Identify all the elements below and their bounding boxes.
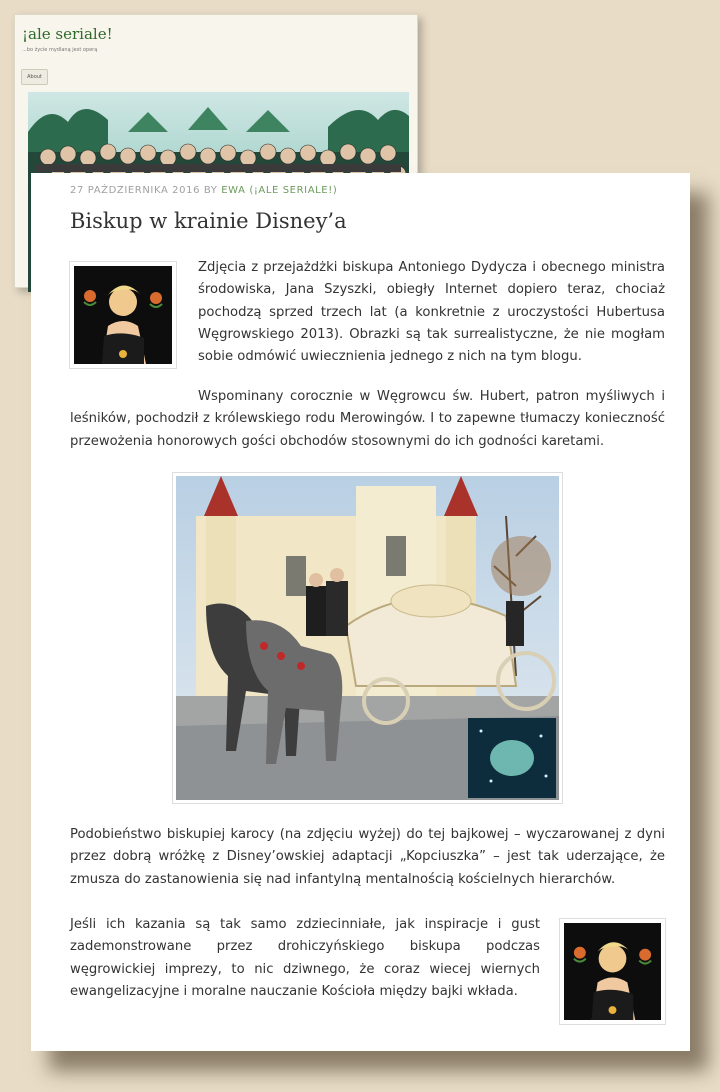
- pinup-thumbnail-bottom[interactable]: [559, 918, 666, 1025]
- paragraph-1: Zdjęcia z przejażdżki biskupa Antoniego Dydycza i obecnego ministra środowiska, Jana Szyszki, obiegły Internet dopiero teraz, chociaż pochodzą sprzed trzech lat (a konkretnie z uroczystości Hubertusa Węgrowskiego 2013). Obrazki są tak surrealistyczne, że nie mogłam sobie odmówić uwiecznienia jednego z nich na tym blogu.: [198, 260, 665, 365]
- post-author-link[interactable]: EWA (¡ALE SERIALE!): [221, 185, 338, 196]
- post-date[interactable]: 27 PAŹDZIERNIKA 2016: [70, 185, 201, 196]
- article-card: [31, 173, 690, 1051]
- pinup-thumbnail-top[interactable]: [69, 261, 177, 369]
- paragraph-2: Wspominany corocznie w Węgrowcu św. Hubert, patron myśliwych i leśników, pochodził z królewskiego rodu Merowingów. I to zapewne tłumaczy konieczność przewożenia honorowych gości obchodów stosownymi do ich godności karetami.: [70, 389, 665, 449]
- blog-title[interactable]: ¡ale seriale!: [22, 25, 113, 43]
- paragraph-4: Jeśli ich kazania są tak samo zdziecinniałe, jak inspiracje i gust zademonstrowane przez drohiczyńskiego biskupa podczas węgrowickiej imprezy, to nic dziwnego, że coraz wiecej wiernych ewangelizacyjne i moralne nauczanie Kościoła między bajki wkłada.: [70, 917, 540, 999]
- blog-tagline: ...bo życie mydlaną jest operą: [22, 47, 98, 53]
- carriage-photo[interactable]: [172, 472, 563, 804]
- post-title[interactable]: Biskup w krainie Disney’a: [70, 209, 347, 233]
- post-meta: [70, 185, 337, 196]
- paragraph-3: Podobieństwo biskupiej karocy (na zdjęciu wyżej) do tej bajkowej – wyczarowanej z dyni przez dobrą wróżkę z Disney’owskiej adaptacji „Kopciuszka” – jest tak uderzające, że zmusza do zastanowienia się nad infantylną mentalnością kościelnych hierarchów.: [70, 827, 665, 887]
- post-by: BY: [203, 185, 218, 196]
- nav-about-button[interactable]: About: [21, 69, 48, 85]
